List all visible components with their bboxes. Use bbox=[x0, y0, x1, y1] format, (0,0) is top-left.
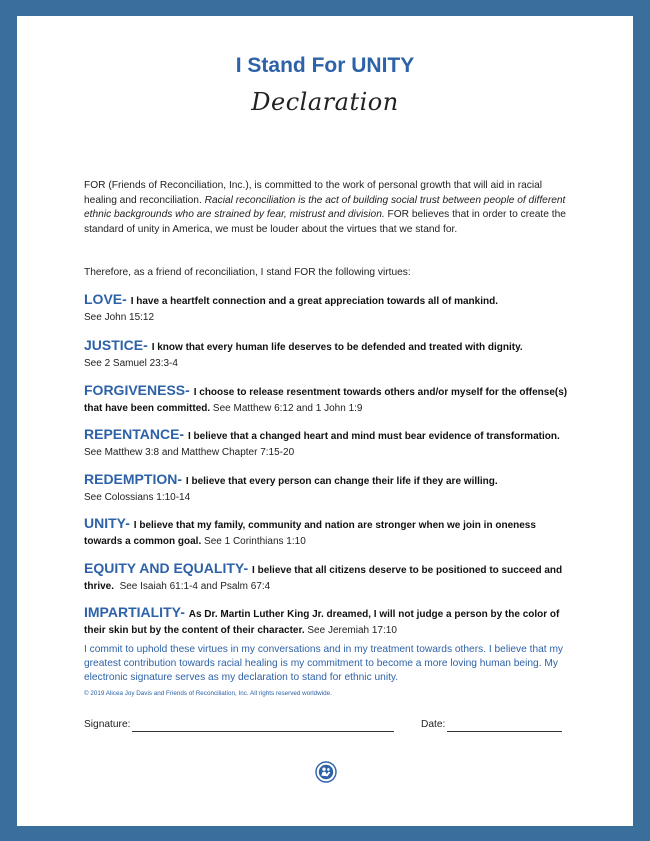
virtue-statement: I choose to release resentment towards others and/or myself for the offense(s) that have been committed. bbox=[84, 387, 568, 414]
virtue-statement: I believe that every person can change their life if they are willing. bbox=[185, 476, 498, 487]
virtue-separator: - bbox=[177, 471, 186, 487]
virtue-name: REDEMPTION bbox=[84, 471, 178, 487]
document-page bbox=[17, 16, 633, 826]
virtue-reference: See 1 Corinthians 1:10 bbox=[204, 536, 306, 547]
virtue-separator: - bbox=[185, 382, 194, 398]
virtue-redemption bbox=[84, 471, 574, 506]
virtue-statement: I know that every human life deserves to be defended and treated with dignity. bbox=[151, 342, 523, 353]
virtue-separator: - bbox=[180, 604, 189, 620]
intro-paragraph bbox=[84, 179, 569, 237]
virtue-statement: I believe that a changed heart and mind must bear evidence of transformation. bbox=[187, 431, 560, 442]
page-title: I Stand For UNITY bbox=[235, 54, 415, 77]
for-logo-icon bbox=[315, 761, 337, 783]
virtue-name: REPENTANCE bbox=[84, 426, 180, 442]
virtue-statement: I believe that my family, community and nation are stronger when we join in oneness towards a common goal. bbox=[84, 520, 536, 547]
commitment-paragraph: I commit to uphold these virtues in my conversations and in my treatment towards others. I believe that my greatest contribution towards racial healing is my commitment to become a more loving human being. My electronic signature serves as my declaration to stand for ethnic unity. bbox=[84, 644, 564, 684]
virtue-unity bbox=[84, 515, 574, 550]
virtue-repentance bbox=[84, 426, 574, 461]
intro-text-italic: Racial reconciliation is the act of building social trust between people of different ethnic backgrounds who are strained by fear, mistrust and division. bbox=[84, 194, 566, 221]
virtue-separator: - bbox=[143, 337, 152, 353]
virtue-name: EQUITY AND EQUALITY bbox=[84, 560, 244, 576]
virtue-separator: - bbox=[125, 515, 134, 531]
virtue-separator: - bbox=[122, 291, 131, 307]
signature-field[interactable] bbox=[132, 731, 394, 732]
virtue-forgiveness bbox=[84, 382, 574, 417]
virtue-love bbox=[84, 291, 574, 326]
therefore-line: Therefore, as a friend of reconciliation, I stand FOR the following virtues: bbox=[84, 267, 411, 278]
date-label: Date: bbox=[421, 719, 446, 730]
virtue-reference: See Jeremiah 17:10 bbox=[307, 625, 397, 636]
virtue-reference: See Isaiah 61:1-4 and Psalm 67:4 bbox=[119, 581, 271, 592]
virtue-name: LOVE bbox=[84, 291, 123, 307]
intro-text-2: FOR believes that in order to create the standard of unity in America, we must be louder about the virtues that we stand for. bbox=[84, 209, 566, 235]
virtue-reference: See Matthew 6:12 and 1 John 1:9 bbox=[212, 403, 363, 414]
virtue-statement: As Dr. Martin Luther King Jr. dreamed, I will not judge a person by the color of their skin but by the content of their character. bbox=[84, 609, 560, 636]
virtue-impartiality bbox=[84, 604, 574, 639]
virtue-name: UNITY bbox=[84, 515, 126, 531]
page-subtitle: Declaration bbox=[251, 88, 399, 116]
copyright-notice: © 2019 Alicea Joy Davis and Friends of Reconciliation, Inc. All rights reserved worldwide. bbox=[84, 690, 332, 697]
virtue-justice bbox=[84, 337, 574, 372]
virtue-name: FORGIVENESS bbox=[84, 382, 186, 398]
virtue-name: JUSTICE bbox=[84, 337, 144, 353]
virtue-reference: See Colossians 1:10-14 bbox=[84, 492, 191, 503]
virtue-separator: - bbox=[179, 426, 188, 442]
virtue-separator: - bbox=[243, 560, 253, 576]
virtue-name: IMPARTIALITY bbox=[84, 604, 181, 620]
date-field[interactable] bbox=[447, 731, 562, 732]
virtue-statement: I believe that all citizens deserve to be positioned to succeed and thrive. bbox=[84, 565, 563, 592]
signature-row bbox=[84, 719, 574, 735]
virtue-reference: See 2 Samuel 23:3-4 bbox=[84, 358, 178, 369]
virtue-reference: See Matthew 3:8 and Matthew Chapter 7:15-20 bbox=[84, 447, 295, 458]
signature-label: Signature: bbox=[84, 719, 131, 730]
virtue-equity-and-equality bbox=[84, 560, 574, 595]
intro-text-1: FOR (Friends of Reconciliation, Inc.), is committed to the work of personal growth that will aid in racial healing and reconciliation. bbox=[84, 180, 543, 206]
virtue-reference: See John 15:12 bbox=[84, 312, 155, 323]
virtue-statement: I have a heartfelt connection and a great appreciation towards all of mankind. bbox=[130, 296, 498, 307]
